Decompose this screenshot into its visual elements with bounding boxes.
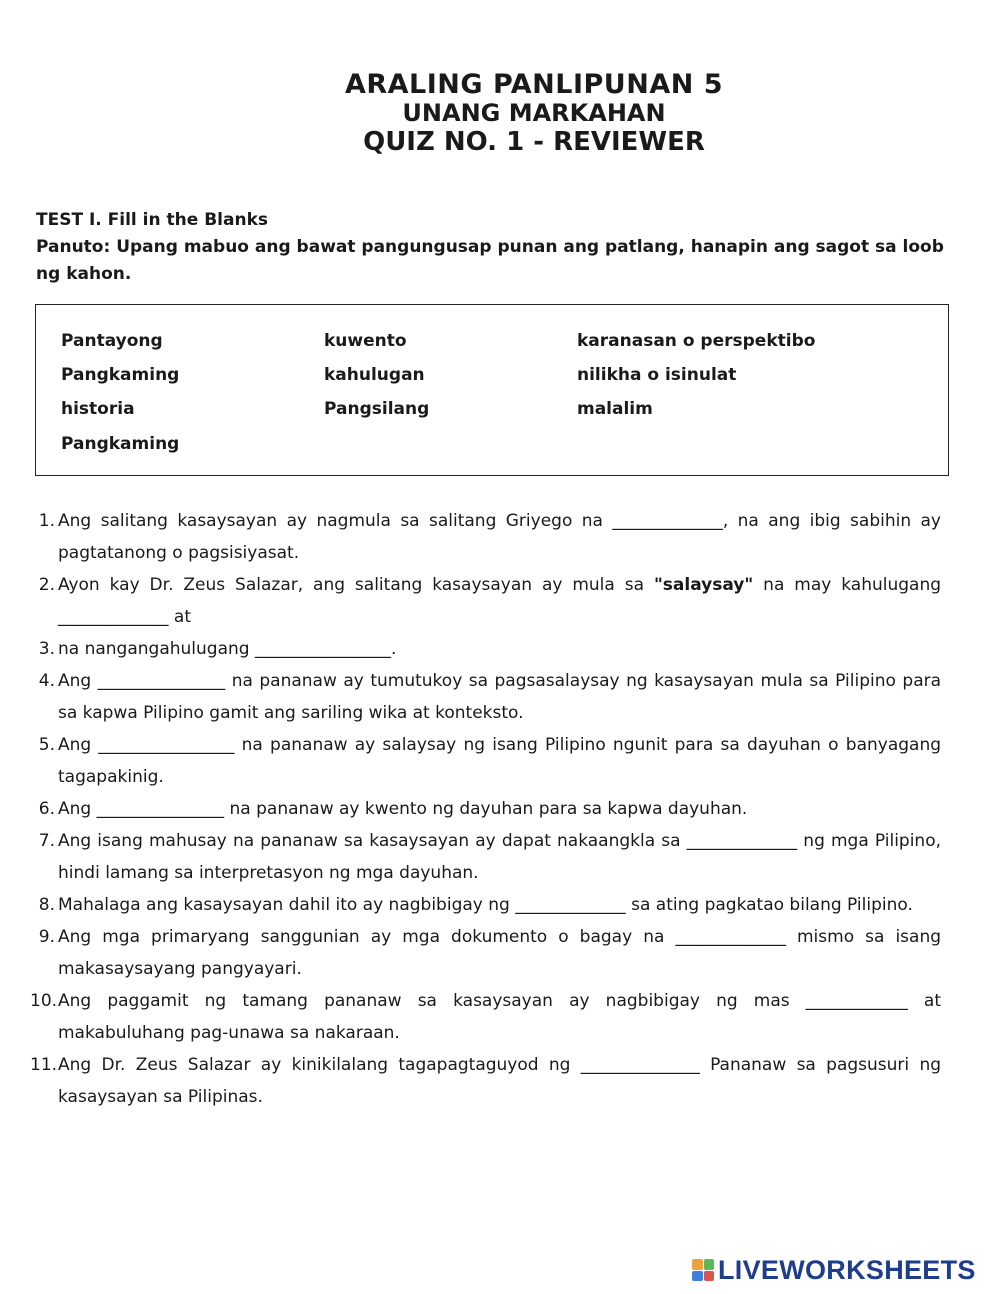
word-bank-item: Pantayong [61,331,163,351]
question-text: na pananaw ay tumutukoy sa pagsasalaysay ng kasaysayan mula sa Pilipino para sa kapwa Pilipino gamit ang sariling wika at konteksto. [58,671,942,723]
answer-blank[interactable]: _____________ [515,895,626,915]
page-title: ARALING PANLIPUNAN 5 [344,69,724,100]
question-text: Ang [58,735,92,755]
question-text: at makabuluhang pag-unawa sa nakaraan. [58,991,942,1043]
word-bank-item: malalim [577,399,653,419]
word-bank-item: Pangkaming [61,434,180,454]
answer-blank[interactable]: ________________ [254,639,391,659]
question-item [30,825,941,889]
question-number: 11. [30,1055,58,1075]
question-number: 8. [38,895,55,915]
question-item [30,921,941,985]
answer-blank[interactable]: _____________ [58,607,169,627]
question-item [30,889,941,921]
answer-blank[interactable]: _______________ [96,799,225,819]
page-subtitle: UNANG MARKAHAN [402,99,666,127]
quiz-title: QUIZ NO. 1 - REVIEWER [363,127,705,157]
question-number: 10. [30,991,58,1011]
question-item [30,793,941,825]
question-item [30,729,941,793]
question-text: Mahalaga ang kasaysayan dahil ito ay nagbibigay ng [58,895,510,915]
question-text: Ang Dr. Zeus Salazar ay kinikilalang tagapagtaguyod ng [58,1055,571,1075]
answer-blank[interactable]: ________________ [98,735,235,755]
question-text: na may kahulugang [763,575,942,595]
word-bank-item: nilikha o isinulat [577,365,737,385]
question-text: na pananaw ay kwento ng dayuhan para sa kapwa dayuhan. [229,799,748,819]
question-text: Ang salitang kasaysayan ay nagmula sa salitang Griyego na [58,511,603,531]
question-text: Pananaw sa pagsusuri ng kasaysayan sa Pilipinas. [58,1055,942,1107]
question-text: . [390,639,397,659]
answer-blank[interactable]: _____________ [675,927,786,947]
question-number: 1. [38,511,55,531]
question-text: ng mga Pilipino, hindi lamang sa interpretasyon ng mga dayuhan. [58,831,942,883]
emphasized-term: "salaysay" [653,575,754,595]
answer-blank[interactable]: _______________ [97,671,226,691]
question-item [30,665,941,729]
question-item [30,569,941,633]
question-text: at [173,607,191,627]
question-text: Ang isang mahusay na pananaw sa kasaysayan ay dapat nakaangkla sa [58,831,681,851]
answer-blank[interactable]: _____________ [612,511,723,531]
question-number: 3. [38,639,55,659]
logo-tile [704,1271,715,1282]
question-item [30,1049,941,1113]
document-title-block [0,70,1000,157]
answer-blank[interactable]: ____________ [805,991,908,1011]
question-number: 9. [38,927,55,947]
liveworksheets-logo[interactable] [692,1255,976,1285]
word-bank-item: Pangsilang [324,399,430,419]
question-text: Ang [58,799,92,819]
question-text: mismo sa isang makasaysayang pangyayari. [58,927,942,979]
word-bank-item: karanasan o perspektibo [577,331,816,351]
question-number: 4. [38,671,55,691]
logo-tile [692,1271,703,1282]
logo-icon [692,1259,714,1281]
question-number: 7. [38,831,55,851]
question-text: Ang mga primaryang sanggunian ay mga dokumento o bagay na [58,927,665,947]
question-text: , na ang ibig sabihin ay pagtatanong o pagsisiyasat. [58,511,941,563]
word-bank-box [35,304,949,476]
question-list [30,505,941,1113]
word-bank-item: Pangkaming [61,365,180,385]
word-bank-item: historia [61,399,135,419]
logo-tile [692,1259,703,1270]
question-text: Ang paggamit ng tamang pananaw sa kasaysayan ay nagbibigay ng mas [58,991,790,1011]
logo-tile [704,1259,715,1270]
test-heading: TEST I. Fill in the Blanks [36,210,268,230]
instruction-text: Panuto: Upang mabuo ang bawat pangungusap punan ang patlang, hanapin ang sagot sa loob ng kahon. [36,237,944,284]
answer-blank[interactable]: _____________ [686,831,798,851]
question-item [30,505,941,569]
question-number: 2. [38,575,55,595]
question-item [30,985,941,1049]
logo-text: LIVEWORKSHEETS [718,1254,976,1285]
question-item [30,633,941,665]
answer-blank[interactable]: ______________ [580,1055,700,1075]
question-text: Ayon kay Dr. Zeus Salazar, ang salitang kasaysayan ay mula sa [58,575,645,595]
question-text: na nangangahulugang [58,639,250,659]
word-bank-item: kahulugan [324,365,425,385]
word-bank-item: kuwento [324,331,407,351]
question-text: Ang [58,671,92,691]
question-number: 5. [38,735,55,755]
question-text: na pananaw ay salaysay ng isang Pilipino ngunit para sa dayuhan o banyagang tagapakinig. [58,735,942,787]
question-text: sa ating pagkatao bilang Pilipino. [631,895,913,915]
question-number: 6. [38,799,55,819]
